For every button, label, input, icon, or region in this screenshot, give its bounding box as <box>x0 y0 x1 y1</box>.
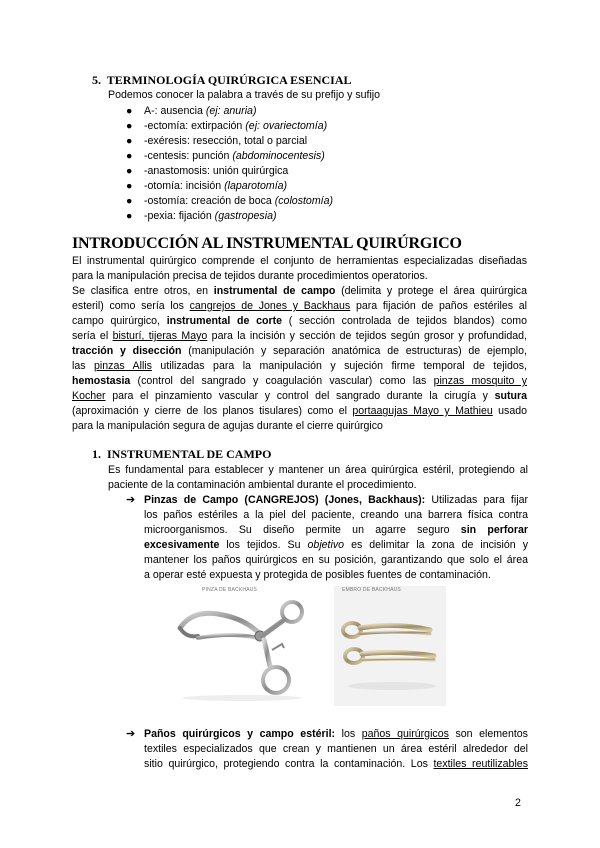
section-1-intro: Es fundamental para establecer y mantener un área quirúrgica estéril, protegiendo al paciente de la contaminación ambiental durante el procedimiento. <box>108 464 528 491</box>
bullet: ● <box>126 150 133 162</box>
figure-backhaus-photo <box>334 586 446 706</box>
intro-line: esteril) como sería los cangrejos de Jones y Backhaus para fijación de paños estériles al <box>72 300 527 312</box>
list-item: ● A-: ausencia (ej: anuria) <box>126 105 257 117</box>
section-5-intro: Podemos conocer la palabra a través de su prefijo y sufijo <box>108 89 381 101</box>
intro-line: para la manipulación precisa de tejidos durante procedimientos operatorios. <box>72 270 428 282</box>
page-number: 2 <box>515 797 521 809</box>
list-item: ● -otomía: incisión (laparotomía) <box>126 180 288 192</box>
section-5-heading <box>92 72 352 88</box>
bullet: ● <box>126 210 133 222</box>
bullet: ● <box>126 105 133 117</box>
arrow-icon: ➔ <box>126 728 136 740</box>
introduction-title: INTRODUCCIÓN AL INSTRUMENTAL QUIRÚRGICO <box>72 235 462 252</box>
link-pinzas-mosquito: pinzas mosquito y <box>433 375 527 387</box>
link-panos-quirurgicos: paños quirúrgicos <box>361 728 449 740</box>
intro-line: hemostasia (control del sangrado y coagulación vascular) como las pinzas mosquito y <box>72 375 527 387</box>
introduction-body <box>72 254 527 434</box>
link-portaagujas: portaagujas Mayo y Mathieu <box>352 405 493 417</box>
intro-line: campo quirúrgico, instrumental de corte ( sección controlada de tejidos blandos) como <box>72 315 527 327</box>
section-1-heading <box>92 446 271 462</box>
intro-line: tracción y disección (manipulación y separación anatómica de estructuras) de ejemplo, <box>72 345 527 357</box>
section-1-title: INSTRUMENTAL DE CAMPO <box>107 447 272 461</box>
list-item: ● -ectomía: extirpación (ej: ovariectomía) <box>126 120 328 132</box>
bullet: ● <box>126 120 133 132</box>
section-5-title: TERMINOLOGÍA QUIRÚRGICA ESENCIAL <box>106 73 352 87</box>
list-item: ● -exéresis: resección, total o parcial <box>126 135 308 147</box>
section-5-number: 5. <box>92 73 101 87</box>
list-item: ● -anastomosis: unión quirúrgica <box>126 165 289 177</box>
backhaus-clamp-illustration <box>172 586 328 706</box>
panos-quirurgicos-item: ➔ Paños quirúrgicos y campo estéril: los paños quirúrgicos son elementos textiles especializados que crean y mantienen un área estéril alrededor del sitio quirúrgico, protegiendo contra la contaminación. Los textiles reutilizables <box>126 728 528 770</box>
terminology-list <box>126 104 334 224</box>
figure-label-left: PINZA DE BACKHAUS <box>202 587 258 593</box>
list-item: ● -ostomía: creación de boca (colostomía) <box>126 195 334 207</box>
bullet: ● <box>126 165 133 177</box>
link-textiles-reutilizables: textiles reutilizables <box>433 758 528 770</box>
intro-line: (aproximación y cierre de los planos tisulares) como el portaagujas Mayo y Mathieu usado <box>72 405 528 417</box>
link-kocher: Kocher <box>72 390 106 402</box>
arrow-icon: ➔ <box>126 494 136 506</box>
list-item: ● -centesis: punción (abdominocentesis) <box>126 150 325 162</box>
intro-line: Kocher para el pinzamiento vascular y control del sangrado durante la cirugía y sutura <box>72 390 527 402</box>
pinzas-de-campo-item: ➔ Pinzas de Campo (CANGREJOS) (Jones, Backhaus): Utilizadas para fijar los paños estériles a la piel del paciente, creando una barrera física contra microorganismos. Su diseño permite un agarre seguro sin perforar excesivamente los tejidos. Su objetivo es delimitar la zona de incisión y mantener los paños quirúrgicos en su posición, garantizando que solo el área a operar esté expuesta y protegida de posibles fuentes de contaminación. <box>126 494 529 581</box>
link-bisturi: bisturí, tijeras Mayo <box>112 330 208 342</box>
bullet: ● <box>126 135 133 147</box>
figure-backhaus-clamp <box>172 586 328 706</box>
intro-line: Se clasifica entre otros, en instrumental de campo (delimita y protege el área quirúrgica <box>72 285 527 297</box>
link-cangrejos: cangrejos de Jones y Backhaus <box>189 300 351 312</box>
intro-line: sería el bisturí, tijeras Mayo para la incisión y sección de tejidos según grosor y profundidad, <box>72 330 527 342</box>
intro-line: las pinzas Allis utilizadas para la manipulación y sujeción firme temporal de tejidos, <box>72 360 527 372</box>
bullet: ● <box>126 180 133 192</box>
figure-label-right: EMBRO DE BACKHAUS <box>342 587 401 593</box>
bullet: ● <box>126 195 133 207</box>
intro-line: para la manipulación segura de agujas durante el cierre quirúrgico <box>72 420 383 432</box>
link-pinzas-allis: pinzas Allis <box>94 360 152 372</box>
intro-line: El instrumental quirúrgico comprende el conjunto de herramientas especializadas diseñadas <box>72 255 527 267</box>
section-1-number: 1. <box>92 447 101 461</box>
backhaus-photo-illustration <box>334 586 446 706</box>
list-item: ● -pexia: fijación (gastropesia) <box>126 210 277 222</box>
